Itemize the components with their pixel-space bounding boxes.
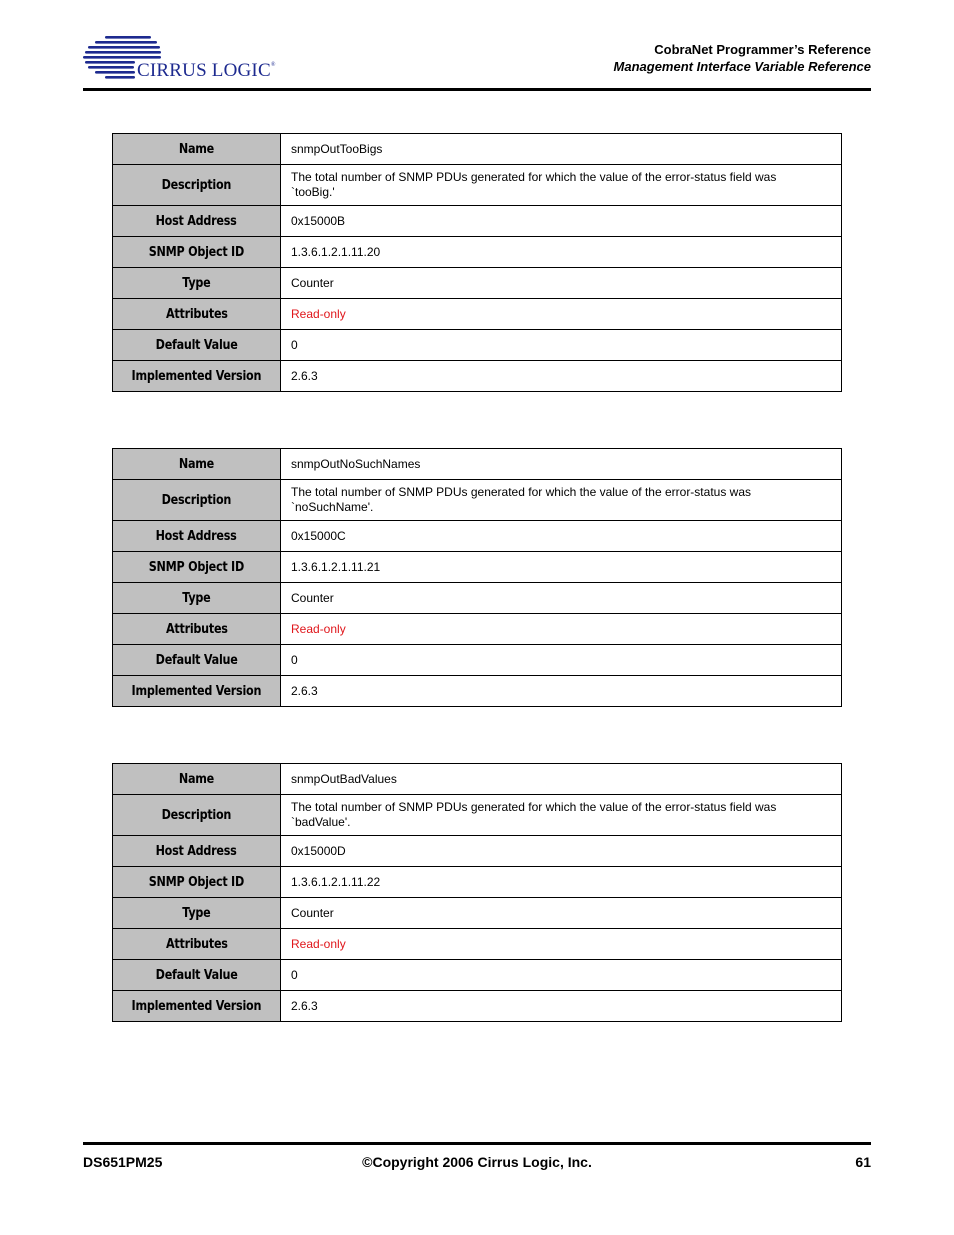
value-name: snmpOutTooBigs: [281, 134, 842, 165]
value-default-value: 0: [281, 330, 842, 361]
row-host-address: [113, 521, 842, 552]
label-name: Name: [113, 764, 281, 795]
row-snmp-object-id: [113, 552, 842, 583]
row-attributes: [113, 614, 842, 645]
section-title: Management Interface Variable Reference: [613, 59, 871, 74]
value-description: The total number of SNMP PDUs generated for which the value of the error-status was `noSuchName'.: [281, 480, 842, 521]
value-host-address: 0x15000C: [281, 521, 842, 552]
variable-table-snmpOutTooBigs: [112, 133, 842, 392]
variable-table-snmpOutBadValues: [112, 763, 842, 1022]
variable-table-snmpOutNoSuchNames: [112, 448, 842, 707]
label-description: Description: [113, 795, 281, 836]
footer-row: [83, 1154, 871, 1174]
header-titles: [614, 41, 871, 75]
label-default-value: Default Value: [113, 960, 281, 991]
row-implemented-version: [113, 361, 842, 392]
label-host-address: Host Address: [113, 206, 281, 237]
value-description: The total number of SNMP PDUs generated for which the value of the error-status field was `tooBig.': [281, 165, 842, 206]
label-host-address: Host Address: [113, 521, 281, 552]
row-type: [113, 583, 842, 614]
row-attributes: [113, 299, 842, 330]
value-host-address: 0x15000B: [281, 206, 842, 237]
copyright-notice: ©Copyright 2006 Cirrus Logic, Inc.: [362, 1154, 592, 1170]
row-default-value: [113, 645, 842, 676]
value-implemented-version: 2.6.3: [281, 991, 842, 1022]
document-title: CobraNet Programmer’s Reference: [654, 42, 871, 57]
page-footer: [83, 1142, 871, 1174]
row-description: [113, 480, 842, 521]
label-attributes: Attributes: [113, 929, 281, 960]
label-type: Type: [113, 268, 281, 299]
row-name: [113, 449, 842, 480]
label-description: Description: [113, 480, 281, 521]
value-snmp-object-id: 1.3.6.1.2.1.11.22: [281, 867, 842, 898]
label-attributes: Attributes: [113, 299, 281, 330]
row-snmp-object-id: [113, 867, 842, 898]
row-host-address: [113, 836, 842, 867]
row-host-address: [113, 206, 842, 237]
row-default-value: [113, 960, 842, 991]
value-attributes: Read-only: [281, 929, 842, 960]
value-type: Counter: [281, 898, 842, 929]
label-type: Type: [113, 898, 281, 929]
label-default-value: Default Value: [113, 330, 281, 361]
label-description: Description: [113, 165, 281, 206]
logo-wordmark: CIRRUS LOGIC®: [137, 60, 276, 81]
page-number: 61: [855, 1154, 871, 1170]
value-implemented-version: 2.6.3: [281, 676, 842, 707]
label-name: Name: [113, 449, 281, 480]
label-implemented-version: Implemented Version: [113, 676, 281, 707]
row-implemented-version: [113, 991, 842, 1022]
label-attributes: Attributes: [113, 614, 281, 645]
row-type: [113, 898, 842, 929]
row-implemented-version: [113, 676, 842, 707]
value-name: snmpOutNoSuchNames: [281, 449, 842, 480]
value-snmp-object-id: 1.3.6.1.2.1.11.20: [281, 237, 842, 268]
row-type: [113, 268, 842, 299]
value-type: Counter: [281, 268, 842, 299]
value-host-address: 0x15000D: [281, 836, 842, 867]
row-description: [113, 165, 842, 206]
row-description: [113, 795, 842, 836]
label-name: Name: [113, 134, 281, 165]
value-description: The total number of SNMP PDUs generated for which the value of the error-status field was `badValue'.: [281, 795, 842, 836]
value-snmp-object-id: 1.3.6.1.2.1.11.21: [281, 552, 842, 583]
row-snmp-object-id: [113, 237, 842, 268]
page-header: [83, 30, 871, 90]
value-attributes: Read-only: [281, 614, 842, 645]
footer-divider: [83, 1142, 871, 1145]
cirrus-logic-logo: [83, 34, 298, 82]
header-divider: [83, 88, 871, 91]
value-name: snmpOutBadValues: [281, 764, 842, 795]
label-host-address: Host Address: [113, 836, 281, 867]
label-snmp-object-id: SNMP Object ID: [113, 552, 281, 583]
row-name: [113, 764, 842, 795]
value-default-value: 0: [281, 645, 842, 676]
label-type: Type: [113, 583, 281, 614]
value-implemented-version: 2.6.3: [281, 361, 842, 392]
value-default-value: 0: [281, 960, 842, 991]
row-name: [113, 134, 842, 165]
label-snmp-object-id: SNMP Object ID: [113, 237, 281, 268]
row-default-value: [113, 330, 842, 361]
label-default-value: Default Value: [113, 645, 281, 676]
value-attributes: Read-only: [281, 299, 842, 330]
value-type: Counter: [281, 583, 842, 614]
row-attributes: [113, 929, 842, 960]
label-snmp-object-id: SNMP Object ID: [113, 867, 281, 898]
label-implemented-version: Implemented Version: [113, 991, 281, 1022]
document-id: DS651PM25: [83, 1154, 163, 1170]
label-implemented-version: Implemented Version: [113, 361, 281, 392]
